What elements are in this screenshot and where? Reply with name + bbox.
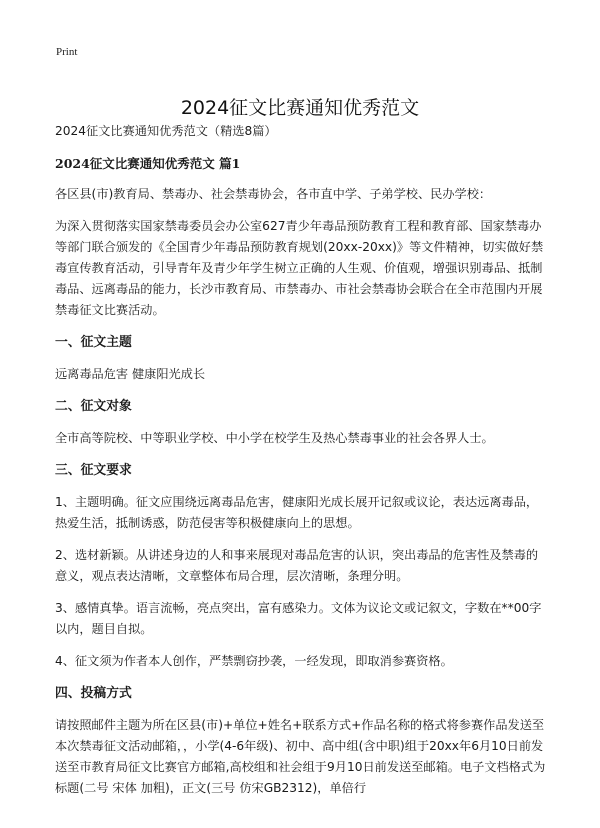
section-requirements <box>55 460 547 672</box>
page-title: 2024征文比赛通知优秀范文 <box>180 96 420 119</box>
section-audience <box>55 396 547 449</box>
print-link[interactable]: Print <box>56 46 78 58</box>
section-paragraph: 1、主题明确。征文应围绕远离毒品危害，健康阳光成长展开记叙或议论，表达远离毒品，热爱生活，抵制诱惑，防范侵害等积极健康向上的思想。 <box>55 495 539 530</box>
intro-paragraph: 为深入贯彻落实国家禁毒委员会办公室627青少年毒品预防教育工程和教育部、国家禁毒办等部门联合颁发的《全国青少年毒品预防教育规划(20xx-20xx)》等文件精神，切实做好禁毒宣传教育活动，引导青年及青少年学生树立正确的人生观、价值观，增强识别毒品、抵制毒品、远离毒品的能力，长沙市教育局、市禁毒办、市社会禁毒协会联合在全市范围内开展禁毒征文比赛活动。 <box>55 219 544 317</box>
section-heading: 三、征文要求 <box>55 463 132 478</box>
section-heading: 四、投稿方式 <box>55 686 132 701</box>
section-heading: 二、征文对象 <box>55 399 132 414</box>
subtitle: 2024征文比赛通知优秀范文（精选8篇） <box>55 124 277 138</box>
section-paragraph: 2、选材新颖。从讲述身边的人和事来展现对毒品危害的认识，突出毒品的危害性及禁毒的意义，观点表达清晰，文章整体布局合理，层次清晰，条理分明。 <box>55 548 539 583</box>
section-paragraph: 请按照邮件主题为所在区县(市)+单位+姓名+联系方式+作品名称的格式将参赛作品发送至本次禁毒征文活动邮箱，，小学(4-6年级)、初中、高中组(含中职)组于20xx年6月10日前发送至市教育局征文比赛官方邮箱,高校组和社会组于9月10日前发送至邮箱。电子文档格式为标题(二号 宋体 加粗)，正文(三号 仿宋GB2312)，单倍行 <box>55 718 546 795</box>
section-heading: 一、征文主题 <box>55 335 132 350</box>
section-paragraph: 4、征文须为作者本人创作，严禁剽窃抄袭，一经发现，即取消参赛资格。 <box>55 654 453 668</box>
section-submission <box>55 683 547 799</box>
section-paragraph: 全市高等院校、中等职业学校、中小学在校学生及热心禁毒事业的社会各界人士。 <box>55 431 494 445</box>
document-body <box>55 121 547 810</box>
section-theme <box>55 332 547 385</box>
salutation: 各区县(市)教育局、禁毒办、社会禁毒协会，各市直中学、子弟学校、民办学校： <box>55 187 492 201</box>
article-title: 2024征文比赛通知优秀范文 篇1 <box>55 156 241 171</box>
section-paragraph: 3、感情真挚。语言流畅，亮点突出，富有感染力。文体为议论文或记叙文，字数在**00字以内，题目自拟。 <box>55 601 542 636</box>
section-paragraph: 远离毒品危害 健康阳光成长 <box>55 367 206 381</box>
